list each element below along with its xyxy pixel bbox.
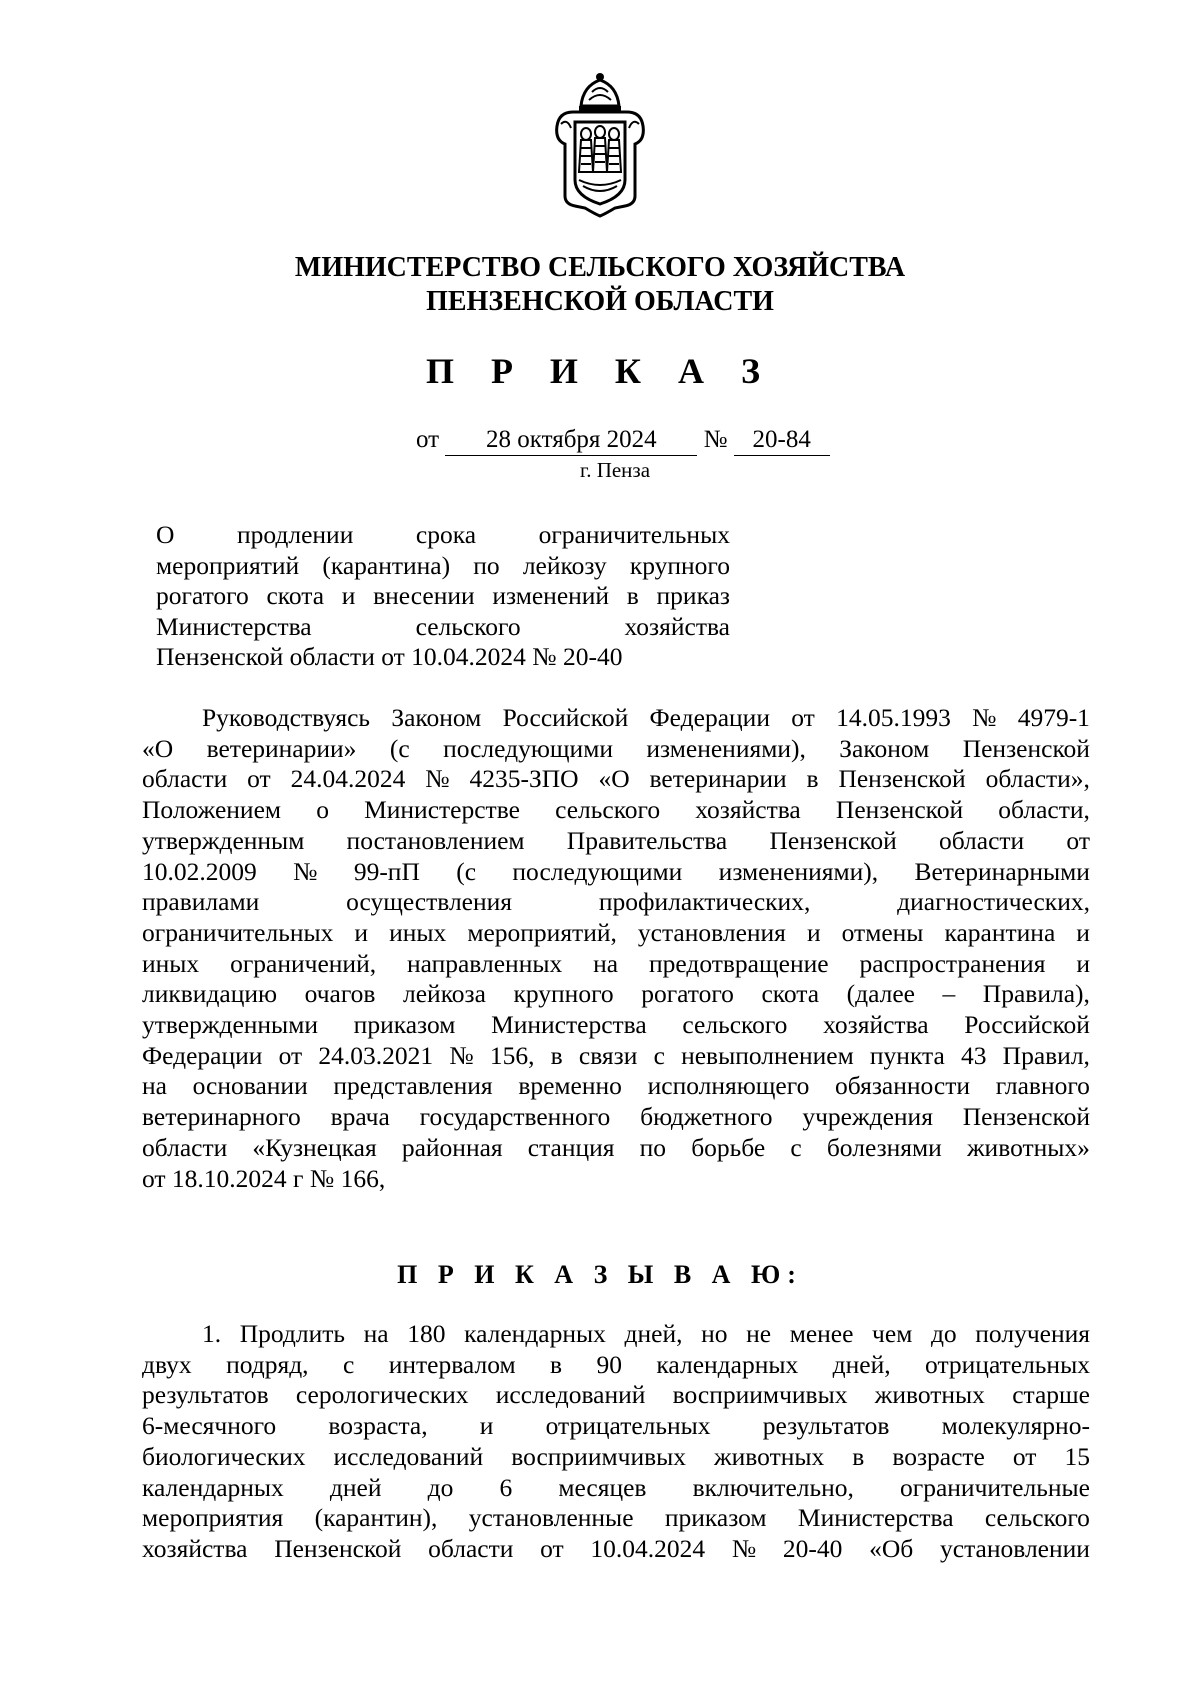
word: сельского bbox=[984, 1503, 1090, 1533]
word: о bbox=[316, 795, 329, 825]
word: распространения bbox=[859, 948, 1046, 978]
text-line bbox=[142, 1102, 1090, 1133]
text-line bbox=[142, 703, 1090, 734]
word: крупного bbox=[513, 979, 614, 1009]
word: установленные bbox=[468, 1503, 634, 1533]
word: (карантин), bbox=[314, 1503, 438, 1533]
word: скота bbox=[266, 581, 325, 610]
word: – bbox=[942, 979, 956, 1009]
word: приказ bbox=[656, 581, 730, 610]
word: ограничительных bbox=[538, 520, 730, 549]
word: по bbox=[639, 1132, 667, 1162]
word: ограничительные bbox=[900, 1472, 1090, 1502]
word: хозяйства bbox=[142, 1533, 248, 1563]
word: рогатого bbox=[641, 979, 734, 1009]
word: календарных bbox=[464, 1319, 606, 1348]
number-prefix: № bbox=[703, 426, 728, 453]
word: ветеринарии» bbox=[206, 733, 357, 763]
word: исследований bbox=[333, 1441, 484, 1471]
word: животных» bbox=[966, 1132, 1090, 1162]
word: и bbox=[1076, 948, 1090, 978]
word: 6-месячного bbox=[142, 1411, 277, 1441]
word: с bbox=[653, 1040, 665, 1070]
text-line bbox=[142, 795, 1090, 826]
word: утвержденными bbox=[142, 1010, 318, 1040]
word: на bbox=[363, 1319, 389, 1348]
word: скота bbox=[761, 979, 820, 1009]
word: (с bbox=[389, 733, 410, 763]
word: от bbox=[791, 703, 815, 732]
text-line bbox=[156, 520, 730, 551]
word: пункта bbox=[869, 1040, 945, 1070]
word: результатов bbox=[142, 1380, 269, 1410]
word: обязанности bbox=[835, 1071, 971, 1101]
text-line bbox=[142, 1503, 1090, 1534]
word: от bbox=[278, 1040, 303, 1070]
order-heading: П Р И К А З Ы В А Ю: bbox=[397, 1260, 803, 1289]
word: О bbox=[156, 520, 175, 549]
word: сельского bbox=[555, 795, 661, 825]
word: ограничительных bbox=[142, 917, 334, 947]
word: в bbox=[852, 1441, 865, 1471]
text-line bbox=[142, 1010, 1090, 1041]
word: в bbox=[550, 1040, 563, 1070]
word: № bbox=[731, 1533, 757, 1563]
word: 24.04.2024 bbox=[290, 764, 406, 794]
date-number-line bbox=[416, 425, 830, 456]
word: 90 bbox=[596, 1349, 622, 1379]
document-number: 20-84 bbox=[734, 425, 830, 456]
word: мероприятий bbox=[156, 550, 300, 580]
word: Российской bbox=[964, 1010, 1090, 1040]
text-line bbox=[142, 1133, 1090, 1164]
word: 4979-1 bbox=[1017, 703, 1090, 732]
word: и bbox=[806, 917, 821, 947]
word: очагов bbox=[304, 979, 376, 1009]
word: 6 bbox=[499, 1472, 513, 1502]
text-line bbox=[142, 1534, 1090, 1565]
word: области bbox=[142, 1132, 228, 1162]
word: (далее bbox=[846, 979, 915, 1009]
word: постановлением bbox=[346, 825, 525, 855]
word: Министерстве bbox=[364, 795, 520, 825]
word: районная bbox=[401, 1132, 503, 1162]
word: 14.05.1993 bbox=[836, 703, 951, 732]
word: отрицательных bbox=[925, 1349, 1090, 1379]
word: Законом bbox=[839, 733, 930, 763]
word: изменений bbox=[492, 581, 610, 610]
word: лейкоза bbox=[403, 979, 486, 1009]
word: 10.04.2024 bbox=[590, 1533, 706, 1563]
word: врача bbox=[330, 1102, 390, 1132]
word: ограничений, bbox=[230, 948, 377, 978]
word: ветеринарного bbox=[142, 1102, 301, 1132]
text-line bbox=[142, 1442, 1090, 1473]
text-line bbox=[142, 1350, 1090, 1381]
word: Положением bbox=[142, 795, 282, 825]
word: утвержденным bbox=[142, 825, 305, 855]
text-line bbox=[142, 887, 1090, 918]
word: и bbox=[479, 1411, 494, 1441]
word: № bbox=[449, 1040, 474, 1070]
word: по bbox=[473, 550, 500, 580]
word: срока bbox=[415, 520, 477, 549]
word: «О bbox=[598, 764, 630, 794]
word: календарных bbox=[142, 1472, 284, 1502]
word: на bbox=[593, 948, 619, 978]
word: Министерства bbox=[156, 611, 312, 641]
text-line bbox=[142, 1319, 1090, 1350]
document-city: г. Пенза bbox=[579, 458, 651, 482]
word: 43 bbox=[960, 1040, 987, 1070]
word: от bbox=[247, 764, 271, 794]
word: не bbox=[746, 1319, 772, 1348]
word: бюджетного bbox=[640, 1102, 773, 1132]
word: установлении bbox=[940, 1533, 1090, 1563]
word: биологических bbox=[142, 1441, 306, 1471]
word: крупного bbox=[629, 550, 730, 580]
word: дней bbox=[329, 1472, 382, 1502]
word: включительно, bbox=[692, 1472, 854, 1502]
word: № bbox=[972, 703, 997, 732]
word: менее bbox=[789, 1319, 854, 1348]
word: получения bbox=[975, 1319, 1090, 1348]
word: 4235-ЗПО bbox=[469, 764, 579, 794]
word: восприимчивых bbox=[511, 1441, 687, 1471]
word: «О bbox=[142, 733, 174, 763]
word: последующими bbox=[512, 856, 683, 886]
word: подряд, bbox=[226, 1349, 309, 1379]
text-line bbox=[142, 734, 1090, 765]
word: (с bbox=[456, 856, 477, 886]
word: области bbox=[938, 825, 1025, 855]
word: представления bbox=[333, 1071, 493, 1101]
word: профилактических, bbox=[598, 887, 811, 917]
word: предотвращение bbox=[648, 948, 829, 978]
text-line bbox=[142, 979, 1090, 1010]
word: ликвидацию bbox=[142, 979, 278, 1009]
word: невыполнением bbox=[681, 1040, 854, 1070]
word: от bbox=[1066, 825, 1090, 855]
word: хозяйства bbox=[823, 1010, 929, 1040]
word: календарных bbox=[656, 1349, 799, 1379]
word: болезнями bbox=[826, 1132, 942, 1162]
word: месяцев bbox=[558, 1472, 647, 1502]
word: приказом bbox=[664, 1503, 767, 1533]
word: продлении bbox=[236, 520, 354, 549]
word: Пензенской bbox=[962, 733, 1090, 763]
text-line bbox=[142, 1411, 1090, 1442]
word: осуществления bbox=[346, 887, 513, 917]
word: области, bbox=[998, 795, 1090, 825]
word: последующими bbox=[443, 733, 613, 763]
word: но bbox=[701, 1319, 728, 1348]
word: серологических bbox=[295, 1380, 469, 1410]
word: Министерства bbox=[797, 1503, 954, 1533]
word: животных bbox=[714, 1441, 825, 1471]
word: Пензенской bbox=[962, 1102, 1090, 1132]
word: изменениями), bbox=[718, 856, 879, 886]
text-line bbox=[142, 1473, 1090, 1504]
word: Пензенской bbox=[769, 825, 897, 855]
word: связи bbox=[578, 1040, 638, 1070]
word: 20-40 bbox=[782, 1533, 843, 1563]
word: области bbox=[428, 1533, 514, 1563]
word: карантина bbox=[944, 917, 1056, 947]
word: Законом bbox=[391, 703, 482, 732]
word: мероприятий, bbox=[467, 917, 617, 947]
word: борьбе bbox=[691, 1132, 766, 1162]
word: 99-пП bbox=[353, 856, 420, 886]
word: Ветеринарными bbox=[914, 856, 1090, 886]
word: изменениями), bbox=[646, 733, 806, 763]
word: иных bbox=[389, 917, 447, 947]
word: хозяйства bbox=[624, 611, 730, 641]
word: возрасте bbox=[892, 1441, 985, 1471]
word: учреждения bbox=[802, 1102, 933, 1132]
word: Пензенской bbox=[838, 764, 966, 794]
word: дней, bbox=[832, 1349, 891, 1379]
coat-of-arms-emblem bbox=[545, 68, 655, 218]
word: диагностических, bbox=[897, 887, 1090, 917]
word: 156, bbox=[489, 1040, 535, 1070]
text-line bbox=[156, 612, 730, 643]
word: Правила), bbox=[982, 979, 1090, 1009]
word: от bbox=[1012, 1441, 1037, 1471]
word: временно bbox=[518, 1071, 622, 1101]
word: исполняющего bbox=[647, 1071, 810, 1101]
word: (карантина) bbox=[322, 550, 451, 580]
word: основании bbox=[192, 1071, 308, 1101]
ministry-name-line-2: ПЕНЗЕНСКОЙ ОБЛАСТИ bbox=[426, 286, 774, 317]
text-line bbox=[142, 1380, 1090, 1411]
word: чем bbox=[872, 1319, 913, 1348]
word: результатов bbox=[762, 1411, 890, 1441]
document-subject bbox=[156, 520, 730, 673]
word: 180 bbox=[407, 1319, 446, 1348]
word: до bbox=[427, 1472, 454, 1502]
word: возраста, bbox=[328, 1411, 428, 1441]
word: в bbox=[626, 581, 639, 610]
preamble-paragraph bbox=[142, 703, 1090, 1194]
text-line: от 18.10.2024 г № 166, bbox=[142, 1163, 386, 1193]
word: старше bbox=[1012, 1380, 1090, 1410]
document-date: 28 октября 2024 bbox=[445, 425, 697, 456]
word: Руководствуясь bbox=[202, 703, 371, 732]
word: Правительства bbox=[566, 825, 728, 855]
text-line bbox=[142, 1041, 1090, 1072]
word: на bbox=[142, 1071, 167, 1101]
date-prefix: от bbox=[416, 426, 440, 453]
word: станция bbox=[527, 1132, 615, 1162]
word: ветеринарии bbox=[649, 764, 787, 794]
word: приказом bbox=[353, 1010, 456, 1040]
word: главного bbox=[995, 1071, 1090, 1101]
text-line: Пензенской области от 10.04.2024 № 20-40 bbox=[156, 642, 623, 671]
word: Федерации bbox=[142, 1040, 263, 1070]
word: Российской bbox=[502, 703, 629, 732]
word: молекулярно- bbox=[941, 1411, 1090, 1441]
word: исследований bbox=[495, 1380, 646, 1410]
word: Министерства bbox=[491, 1010, 647, 1040]
word: отмены bbox=[841, 917, 924, 947]
text-line bbox=[142, 764, 1090, 795]
word: Продлить bbox=[239, 1319, 346, 1348]
word: сельского bbox=[415, 611, 521, 641]
word: 24.03.2021 bbox=[318, 1040, 434, 1070]
word: в bbox=[806, 764, 819, 794]
text-line bbox=[156, 581, 730, 612]
word: 15 bbox=[1064, 1441, 1090, 1471]
text-line bbox=[156, 551, 730, 582]
word: установления bbox=[637, 917, 786, 947]
text-line bbox=[142, 1071, 1090, 1102]
order-item-1 bbox=[142, 1319, 1090, 1565]
word: области», bbox=[985, 764, 1090, 794]
word: Пензенской bbox=[835, 795, 964, 825]
word: Правил, bbox=[1002, 1040, 1090, 1070]
word: мероприятия bbox=[142, 1503, 284, 1533]
word: хозяйства bbox=[695, 795, 801, 825]
word: и bbox=[1076, 917, 1090, 947]
word: государственного bbox=[419, 1102, 611, 1132]
word: и bbox=[354, 917, 369, 947]
word: животных bbox=[874, 1380, 985, 1410]
word: направленных bbox=[406, 948, 563, 978]
text-line bbox=[142, 857, 1090, 888]
word: интервалом bbox=[388, 1349, 516, 1379]
word: лейкозу bbox=[522, 550, 607, 580]
word: «Кузнецкая bbox=[252, 1132, 377, 1162]
text-line bbox=[142, 918, 1090, 949]
word: отрицательных bbox=[545, 1411, 711, 1441]
word: иных bbox=[142, 948, 200, 978]
text-line bbox=[142, 826, 1090, 857]
word: сельского bbox=[682, 1010, 788, 1040]
word: в bbox=[550, 1349, 563, 1379]
word: с bbox=[342, 1349, 355, 1379]
word: 1. bbox=[202, 1319, 222, 1348]
word: № bbox=[293, 856, 318, 886]
word: от bbox=[540, 1533, 564, 1563]
word: с bbox=[790, 1132, 802, 1162]
word: дней, bbox=[624, 1319, 683, 1348]
ministry-name-line-1: МИНИСТЕРСТВО СЕЛЬСКОГО ХОЗЯЙСТВА bbox=[294, 252, 906, 283]
document-type-title: П Р И К А З bbox=[425, 351, 775, 391]
word: рогатого bbox=[156, 581, 249, 610]
word: внесении bbox=[373, 581, 475, 610]
word: № bbox=[425, 764, 450, 794]
word: правилами bbox=[142, 887, 260, 917]
word: и bbox=[341, 581, 356, 610]
word: 10.02.2009 bbox=[142, 856, 257, 886]
word: восприимчивых bbox=[672, 1380, 848, 1410]
word: Федерации bbox=[649, 703, 770, 732]
word: «Об bbox=[869, 1533, 914, 1563]
word: двух bbox=[142, 1349, 192, 1379]
word: до bbox=[930, 1319, 957, 1348]
text-line bbox=[142, 949, 1090, 980]
word: области bbox=[142, 764, 228, 794]
word: Пензенской bbox=[274, 1533, 402, 1563]
